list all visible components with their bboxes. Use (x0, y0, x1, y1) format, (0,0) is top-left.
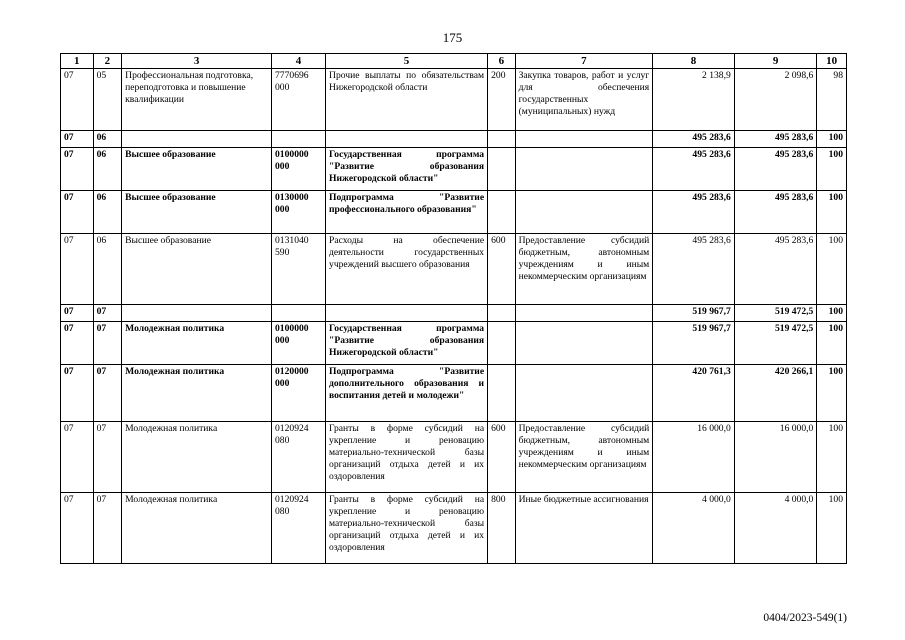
target-article-cell (272, 131, 326, 148)
table-row (61, 322, 847, 365)
expense-type-cell (488, 365, 516, 422)
expense-type-name-cell (515, 191, 653, 234)
code-rz-cell: 07 (61, 131, 94, 148)
article-name-cell (326, 131, 488, 148)
expense-type-cell (488, 191, 516, 234)
document-code: 0404/2023-549(1) (763, 612, 847, 624)
expense-type-cell: 600 (488, 422, 516, 493)
code-rz-cell: 07 (61, 322, 94, 365)
expense-type-cell (488, 148, 516, 191)
article-name-cell: Подпрограмма "Развитие профессионального образования" (326, 191, 488, 234)
section-name-cell: Молодежная политика (122, 322, 272, 365)
executed-amount-cell: 495 283,6 (734, 191, 817, 234)
article-name-cell: Прочие выплаты по обязательствам Нижегородской области (326, 69, 488, 131)
section-name-cell: Молодежная политика (122, 422, 272, 493)
section-name-cell: Высшее образование (122, 234, 272, 305)
execution-percent-cell: 100 (817, 493, 847, 564)
expense-type-cell (488, 131, 516, 148)
budget-table (60, 53, 847, 564)
expense-type-name-cell: Предоставление субсидий бюджетным, автономным учреждениям и иным некоммерческим организациям (515, 422, 653, 493)
section-name-cell: Молодежная политика (122, 365, 272, 422)
planned-amount-cell: 519 967,7 (653, 322, 735, 365)
article-name-cell: Государственная программа "Развитие образования Нижегородской области" (326, 322, 488, 365)
target-article-cell (272, 305, 326, 322)
planned-amount-cell: 16 000,0 (653, 422, 735, 493)
col-header: 3 (122, 54, 272, 69)
table-row (61, 305, 847, 322)
article-name-cell: Гранты в форме субсидий на укрепление и реновацию материально-технической базы организаций отдыха детей и их оздоровления (326, 422, 488, 493)
executed-amount-cell: 2 098,6 (734, 69, 817, 131)
expense-type-name-cell (515, 305, 653, 322)
section-name-cell (122, 305, 272, 322)
table-row (61, 131, 847, 148)
expense-type-cell (488, 322, 516, 365)
target-article-cell: 0120000 000 (272, 365, 326, 422)
target-article-cell: 0130000 000 (272, 191, 326, 234)
code-pr-cell: 05 (93, 69, 122, 131)
code-rz-cell: 07 (61, 493, 94, 564)
table-row (61, 422, 847, 493)
article-name-cell: Государственная программа "Развитие образования Нижегородской области" (326, 148, 488, 191)
table-row (61, 69, 847, 131)
executed-amount-cell: 495 283,6 (734, 234, 817, 305)
expense-type-cell (488, 305, 516, 322)
article-name-cell (326, 305, 488, 322)
page-number: 175 (442, 30, 463, 45)
execution-percent-cell: 98 (817, 69, 847, 131)
col-header: 5 (326, 54, 488, 69)
code-rz-cell: 07 (61, 365, 94, 422)
expense-type-cell: 600 (488, 234, 516, 305)
col-header: 10 (817, 54, 847, 69)
planned-amount-cell: 420 761,3 (653, 365, 735, 422)
section-name-cell: Высшее образование (122, 148, 272, 191)
planned-amount-cell: 519 967,7 (653, 305, 735, 322)
code-pr-cell: 06 (93, 191, 122, 234)
executed-amount-cell: 519 472,5 (734, 322, 817, 365)
target-article-cell: 7770696 000 (272, 69, 326, 131)
expense-type-name-cell (515, 322, 653, 365)
executed-amount-cell: 16 000,0 (734, 422, 817, 493)
execution-percent-cell: 100 (817, 322, 847, 365)
code-pr-cell: 07 (93, 365, 122, 422)
target-article-cell: 0131040 590 (272, 234, 326, 305)
planned-amount-cell: 495 283,6 (653, 191, 735, 234)
table-row (61, 148, 847, 191)
col-header: 4 (272, 54, 326, 69)
article-name-cell: Гранты в форме субсидий на укрепление и реновацию материально-технической базы организаций отдыха детей и их оздоровления (326, 493, 488, 564)
planned-amount-cell: 4 000,0 (653, 493, 735, 564)
col-header: 2 (93, 54, 122, 69)
code-rz-cell: 07 (61, 191, 94, 234)
expense-type-name-cell: Предоставление субсидий бюджетным, автономным учреждениям и иным некоммерческим организациям (515, 234, 653, 305)
code-pr-cell: 07 (93, 422, 122, 493)
expense-type-name-cell: Иные бюджетные ассигнования (515, 493, 653, 564)
expense-type-name-cell (515, 365, 653, 422)
target-article-cell: 0120924 080 (272, 422, 326, 493)
code-pr-cell: 06 (93, 131, 122, 148)
code-pr-cell: 06 (93, 148, 122, 191)
expense-type-cell: 800 (488, 493, 516, 564)
executed-amount-cell: 519 472,5 (734, 305, 817, 322)
article-name-cell: Расходы на обеспечение деятельности государственных учреждений высшего образования (326, 234, 488, 305)
header-row (61, 54, 847, 69)
execution-percent-cell: 100 (817, 191, 847, 234)
col-header: 6 (488, 54, 516, 69)
planned-amount-cell: 495 283,6 (653, 131, 735, 148)
table-row (61, 191, 847, 234)
executed-amount-cell: 495 283,6 (734, 148, 817, 191)
col-header: 9 (734, 54, 817, 69)
col-header: 7 (515, 54, 653, 69)
col-header: 1 (61, 54, 94, 69)
section-name-cell: Молодежная политика (122, 493, 272, 564)
code-rz-cell: 07 (61, 422, 94, 493)
planned-amount-cell: 495 283,6 (653, 234, 735, 305)
execution-percent-cell: 100 (817, 148, 847, 191)
table-row (61, 493, 847, 564)
target-article-cell: 0100000 000 (272, 322, 326, 365)
code-pr-cell: 07 (93, 305, 122, 322)
execution-percent-cell: 100 (817, 234, 847, 305)
code-rz-cell: 07 (61, 69, 94, 131)
code-rz-cell: 07 (61, 305, 94, 322)
execution-percent-cell: 100 (817, 422, 847, 493)
executed-amount-cell: 4 000,0 (734, 493, 817, 564)
executed-amount-cell: 420 266,1 (734, 365, 817, 422)
table-row (61, 365, 847, 422)
execution-percent-cell: 100 (817, 365, 847, 422)
expense-type-name-cell (515, 131, 653, 148)
code-pr-cell: 07 (93, 493, 122, 564)
expense-type-name-cell: Закупка товаров, работ и услуг для обеспечения государственных (муниципальных) нужд (515, 69, 653, 131)
execution-percent-cell: 100 (817, 305, 847, 322)
code-pr-cell: 06 (93, 234, 122, 305)
col-header: 8 (653, 54, 735, 69)
code-rz-cell: 07 (61, 148, 94, 191)
section-name-cell: Высшее образование (122, 191, 272, 234)
section-name-cell (122, 131, 272, 148)
execution-percent-cell: 100 (817, 131, 847, 148)
target-article-cell: 0120924 080 (272, 493, 326, 564)
target-article-cell: 0100000 000 (272, 148, 326, 191)
section-name-cell: Профессиональная подготовка, переподготовка и повышение квалификации (122, 69, 272, 131)
expense-type-name-cell (515, 148, 653, 191)
executed-amount-cell: 495 283,6 (734, 131, 817, 148)
table-row (61, 234, 847, 305)
article-name-cell: Подпрограмма "Развитие дополнительного образования и воспитания детей и молодежи" (326, 365, 488, 422)
planned-amount-cell: 495 283,6 (653, 148, 735, 191)
code-pr-cell: 07 (93, 322, 122, 365)
planned-amount-cell: 2 138,9 (653, 69, 735, 131)
code-rz-cell: 07 (61, 234, 94, 305)
expense-type-cell: 200 (488, 69, 516, 131)
